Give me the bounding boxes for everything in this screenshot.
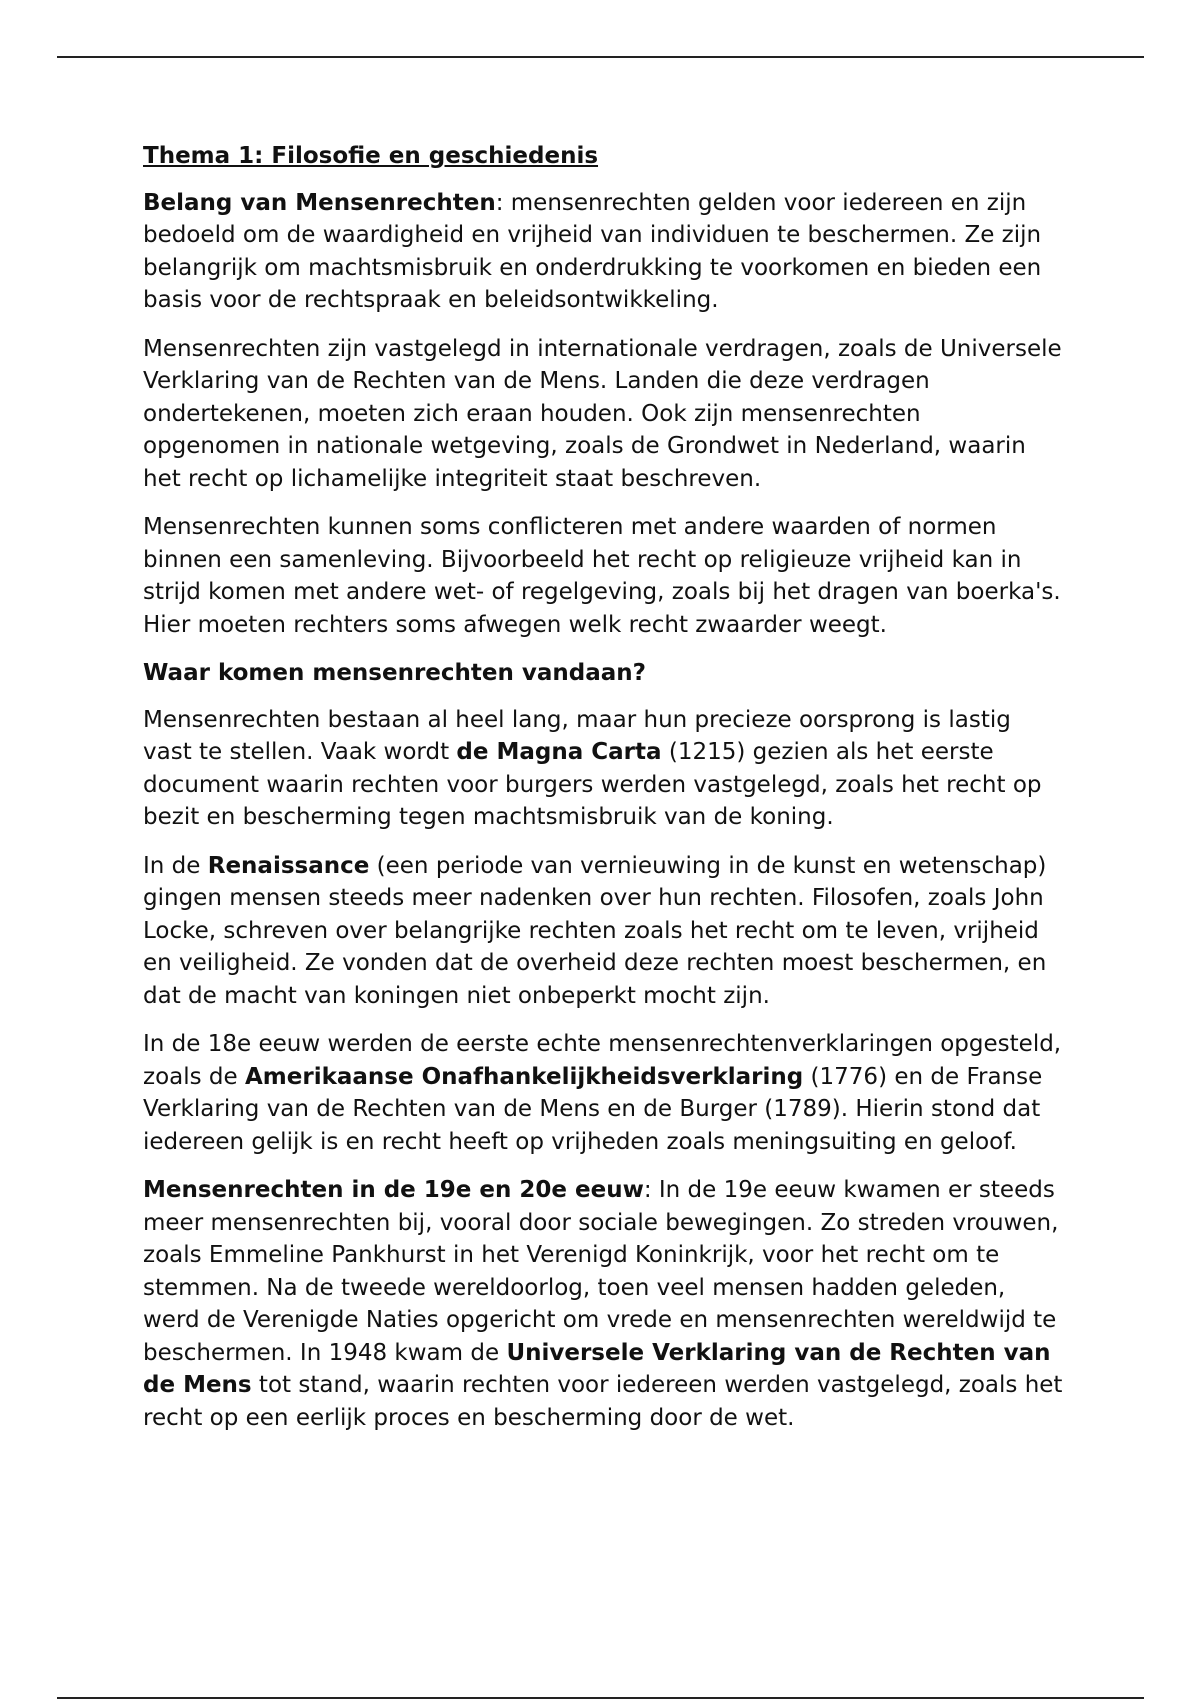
bold-term: Universele Verklaring van de Rechten van de Mens — [143, 1339, 1051, 1398]
paragraph-text: : In de 19e eeuw kwamen er steeds meer mensenrechten bij, vooral door sociale bewegingen. Zo streden vrouwen, zoals Emmeline Pankhurst in het Verenigd Koninkrijk, voor het recht om te stemmen. Na de tweede wereldoorlog, toen veel mensen hadden geleden, werd de Verenigde Naties opgericht om vrede en mensenrechten wereldwijd te beschermen. In 1948 kwam de — [143, 1177, 1059, 1366]
paragraph-text: In de 18e eeuw werden de eerste echte mensenrechtenverklaringen opgesteld, zoals de — [143, 1031, 1062, 1090]
paragraph-text: In de — [143, 852, 208, 879]
footer-rule — [57, 1697, 1144, 1699]
bold-term: Renaissance — [207, 852, 370, 879]
bold-term: Mensenrechten in de 19e en 20e eeuw — [143, 1177, 644, 1203]
paragraph-belang — [143, 187, 1063, 317]
bold-term: Belang van Mensenrechten — [143, 189, 496, 216]
paragraph-magna-carta — [143, 704, 1063, 834]
paragraph-text: (1776) en de Franse Verklaring van de Rechten van de Mens en de Burger (1789). Hierin stond dat iedereen gelijk is en recht heeft op vrijheden zoals meningsuiting en geloof. — [143, 1063, 1043, 1155]
paragraph-text: : mensenrechten gelden voor iedereen en zijn bedoeld om de waardigheid en vrijheid van individuen te beschermen. Ze zijn belangrijk om machtsmisbruik en onderdrukking te voorkomen en bieden een basis voor de rechtspraak en beleidsontwikkeling. — [143, 189, 1042, 313]
bold-term: de Magna Carta — [456, 739, 662, 765]
page-title: Thema 1: Filosofie en geschiedenis — [143, 143, 599, 169]
header-rule — [57, 56, 1144, 58]
paragraph-renaissance — [143, 850, 1063, 1013]
paragraph-conflict: Mensenrechten kunnen soms conflicteren met andere waarden of normen binnen een samenleving. Bijvoorbeeld het recht op religieuze vrijheid kan in strijd komen met andere wet- of regelgeving, zoals bij het dragen van boerka's. Hier moeten rechters soms afwegen welk recht zwaarder weegt. — [143, 514, 1061, 638]
section-heading: Waar komen mensenrechten vandaan? — [143, 660, 647, 686]
paragraph-text: (een periode van vernieuwing in de kunst en wetenschap) gingen mensen steeds meer nadenken over hun rechten. Filosofen, zoals John Locke, schreven over belangrijke rechten zoals het recht om te leven, vrijheid en veiligheid. Ze vonden dat de overheid deze rechten moest beschermen, en dat de macht van koningen niet onbeperkt mocht zijn. — [143, 852, 1047, 1009]
paragraph-text: (1215) gezien als het eerste document waarin rechten voor burgers werden vastgelegd, zoals het recht op bezit en bescherming tegen machtsmisbruik van de koning. — [143, 739, 1042, 830]
paragraph-verdragen: Mensenrechten zijn vastgelegd in internationale verdragen, zoals de Universele Verklaring van de Rechten van de Mens. Landen die deze verdragen ondertekenen, moeten zich eraan houden. Ook zijn mensenrechten opgenomen in nationale wetgeving, zoals de Grondwet in Nederland, waarin het recht op lichamelijke integriteit staat beschreven. — [143, 335, 1062, 492]
bold-term: Amerikaanse Onafhankelijkheidsverklaring — [244, 1063, 804, 1090]
document-body — [143, 140, 1063, 1450]
paragraph-18e-eeuw — [143, 1028, 1063, 1158]
paragraph-text: tot stand, waarin rechten voor iedereen werden vastgelegd, zoals het recht op een eerlijk proces en bescherming door de wet. — [143, 1372, 1063, 1431]
paragraph-text: Mensenrechten bestaan al heel lang, maar hun precieze oorsprong is lastig vast te stellen. Vaak wordt — [143, 706, 1011, 765]
paragraph-19e-20e-eeuw — [143, 1174, 1063, 1434]
